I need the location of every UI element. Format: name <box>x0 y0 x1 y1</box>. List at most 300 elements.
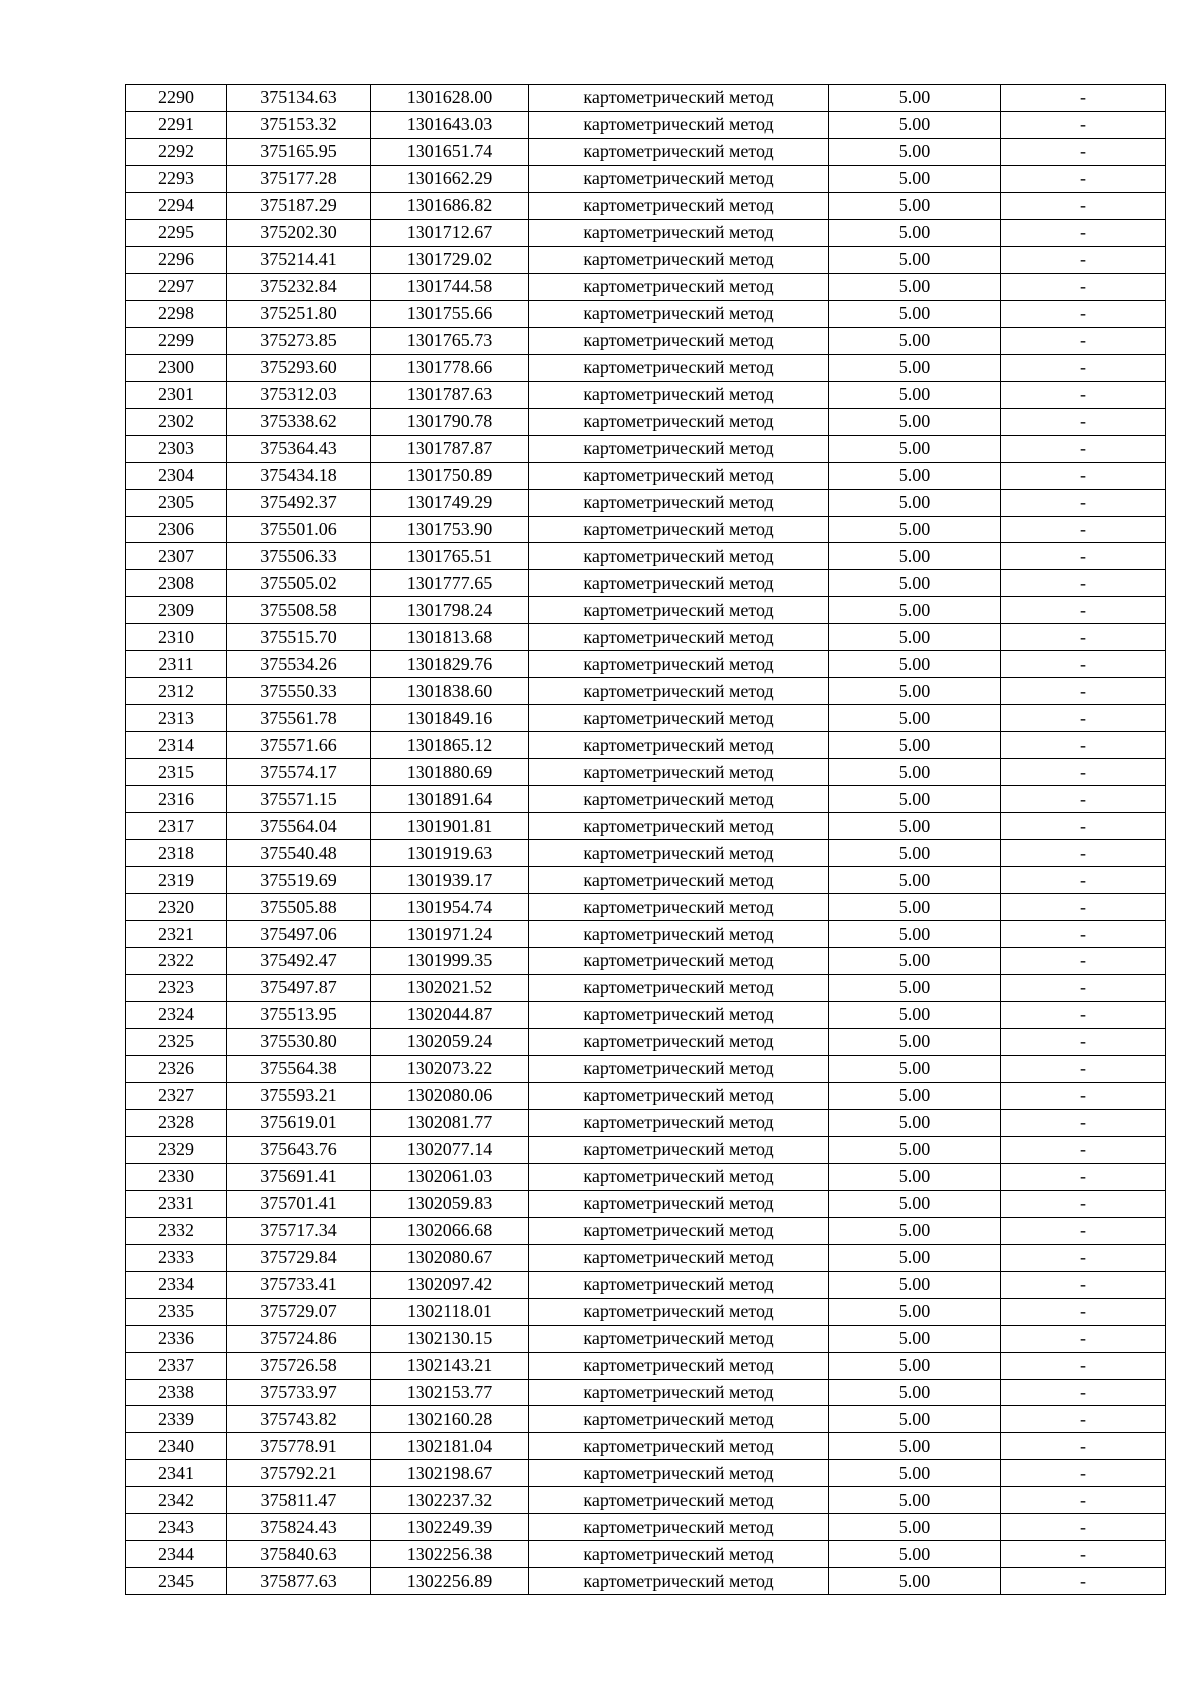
point-number-cell: 2311 <box>126 651 227 678</box>
x-coordinate-cell: 375513.95 <box>227 1001 371 1028</box>
method-cell: картометрический метод <box>529 300 829 327</box>
point-number-cell: 2339 <box>126 1406 227 1433</box>
table-row <box>126 1244 1166 1271</box>
y-coordinate-cell: 1301891.64 <box>371 786 529 813</box>
y-coordinate-cell: 1301813.68 <box>371 624 529 651</box>
note-cell: - <box>1001 786 1166 813</box>
table-row <box>126 1217 1166 1244</box>
y-coordinate-cell: 1301971.24 <box>371 921 529 948</box>
x-coordinate-cell: 375519.69 <box>227 867 371 894</box>
table-row <box>126 1541 1166 1568</box>
note-cell: - <box>1001 1460 1166 1487</box>
table-row <box>126 273 1166 300</box>
x-coordinate-cell: 375564.04 <box>227 813 371 840</box>
table-row <box>126 435 1166 462</box>
note-cell: - <box>1001 651 1166 678</box>
table-row <box>126 1433 1166 1460</box>
x-coordinate-cell: 375619.01 <box>227 1109 371 1136</box>
point-number-cell: 2299 <box>126 327 227 354</box>
point-number-cell: 2342 <box>126 1487 227 1514</box>
note-cell: - <box>1001 1514 1166 1541</box>
accuracy-cell: 5.00 <box>829 462 1001 489</box>
accuracy-cell: 5.00 <box>829 813 1001 840</box>
note-cell: - <box>1001 974 1166 1001</box>
accuracy-cell: 5.00 <box>829 516 1001 543</box>
accuracy-cell: 5.00 <box>829 1028 1001 1055</box>
method-cell: картометрический метод <box>529 85 829 112</box>
note-cell: - <box>1001 543 1166 570</box>
note-cell: - <box>1001 678 1166 705</box>
point-number-cell: 2337 <box>126 1352 227 1379</box>
x-coordinate-cell: 375729.07 <box>227 1298 371 1325</box>
y-coordinate-cell: 1301919.63 <box>371 840 529 867</box>
y-coordinate-cell: 1301849.16 <box>371 705 529 732</box>
table-row <box>126 85 1166 112</box>
point-number-cell: 2314 <box>126 732 227 759</box>
y-coordinate-cell: 1301954.74 <box>371 894 529 921</box>
y-coordinate-cell: 1301712.67 <box>371 219 529 246</box>
method-cell: картометрический метод <box>529 1109 829 1136</box>
table-row <box>126 974 1166 1001</box>
method-cell: картометрический метод <box>529 219 829 246</box>
note-cell: - <box>1001 570 1166 597</box>
y-coordinate-cell: 1301749.29 <box>371 489 529 516</box>
accuracy-cell: 5.00 <box>829 1487 1001 1514</box>
method-cell: картометрический метод <box>529 1460 829 1487</box>
table-row <box>126 624 1166 651</box>
table-row <box>126 462 1166 489</box>
table-row <box>126 1271 1166 1298</box>
table-row <box>126 894 1166 921</box>
accuracy-cell: 5.00 <box>829 1244 1001 1271</box>
method-cell: картометрический метод <box>529 1271 829 1298</box>
y-coordinate-cell: 1301765.51 <box>371 543 529 570</box>
method-cell: картометрический метод <box>529 597 829 624</box>
y-coordinate-cell: 1302237.32 <box>371 1487 529 1514</box>
method-cell: картометрический метод <box>529 1514 829 1541</box>
y-coordinate-cell: 1302153.77 <box>371 1379 529 1406</box>
point-number-cell: 2329 <box>126 1136 227 1163</box>
x-coordinate-cell: 375643.76 <box>227 1136 371 1163</box>
method-cell: картометрический метод <box>529 1541 829 1568</box>
y-coordinate-cell: 1301744.58 <box>371 273 529 300</box>
point-number-cell: 2323 <box>126 974 227 1001</box>
table-row <box>126 651 1166 678</box>
y-coordinate-cell: 1301787.87 <box>371 435 529 462</box>
accuracy-cell: 5.00 <box>829 894 1001 921</box>
point-number-cell: 2338 <box>126 1379 227 1406</box>
accuracy-cell: 5.00 <box>829 1325 1001 1352</box>
y-coordinate-cell: 1302080.67 <box>371 1244 529 1271</box>
method-cell: картометрический метод <box>529 894 829 921</box>
note-cell: - <box>1001 921 1166 948</box>
point-number-cell: 2307 <box>126 543 227 570</box>
x-coordinate-cell: 375877.63 <box>227 1568 371 1595</box>
y-coordinate-cell: 1301999.35 <box>371 948 529 975</box>
table-row <box>126 678 1166 705</box>
method-cell: картометрический метод <box>529 813 829 840</box>
x-coordinate-cell: 375540.48 <box>227 840 371 867</box>
accuracy-cell: 5.00 <box>829 651 1001 678</box>
point-number-cell: 2293 <box>126 165 227 192</box>
point-number-cell: 2327 <box>126 1082 227 1109</box>
method-cell: картометрический метод <box>529 462 829 489</box>
y-coordinate-cell: 1302021.52 <box>371 974 529 1001</box>
x-coordinate-cell: 375701.41 <box>227 1190 371 1217</box>
x-coordinate-cell: 375312.03 <box>227 381 371 408</box>
x-coordinate-cell: 375561.78 <box>227 705 371 732</box>
table-row <box>126 165 1166 192</box>
y-coordinate-cell: 1302066.68 <box>371 1217 529 1244</box>
method-cell: картометрический метод <box>529 408 829 435</box>
x-coordinate-cell: 375840.63 <box>227 1541 371 1568</box>
method-cell: картометрический метод <box>529 381 829 408</box>
note-cell: - <box>1001 1541 1166 1568</box>
accuracy-cell: 5.00 <box>829 1217 1001 1244</box>
method-cell: картометрический метод <box>529 111 829 138</box>
method-cell: картометрический метод <box>529 1487 829 1514</box>
accuracy-cell: 5.00 <box>829 1514 1001 1541</box>
accuracy-cell: 5.00 <box>829 1109 1001 1136</box>
note-cell: - <box>1001 840 1166 867</box>
method-cell: картометрический метод <box>529 651 829 678</box>
note-cell: - <box>1001 1055 1166 1082</box>
x-coordinate-cell: 375724.86 <box>227 1325 371 1352</box>
accuracy-cell: 5.00 <box>829 1298 1001 1325</box>
table-row <box>126 1136 1166 1163</box>
y-coordinate-cell: 1301787.63 <box>371 381 529 408</box>
point-number-cell: 2325 <box>126 1028 227 1055</box>
y-coordinate-cell: 1302160.28 <box>371 1406 529 1433</box>
accuracy-cell: 5.00 <box>829 408 1001 435</box>
y-coordinate-cell: 1302059.83 <box>371 1190 529 1217</box>
table-row <box>126 246 1166 273</box>
x-coordinate-cell: 375574.17 <box>227 759 371 786</box>
note-cell: - <box>1001 1190 1166 1217</box>
y-coordinate-cell: 1301939.17 <box>371 867 529 894</box>
accuracy-cell: 5.00 <box>829 1460 1001 1487</box>
method-cell: картометрический метод <box>529 1028 829 1055</box>
accuracy-cell: 5.00 <box>829 300 1001 327</box>
table-row <box>126 948 1166 975</box>
y-coordinate-cell: 1302061.03 <box>371 1163 529 1190</box>
note-cell: - <box>1001 435 1166 462</box>
method-cell: картометрический метод <box>529 1163 829 1190</box>
note-cell: - <box>1001 894 1166 921</box>
note-cell: - <box>1001 1136 1166 1163</box>
x-coordinate-cell: 375492.37 <box>227 489 371 516</box>
method-cell: картометрический метод <box>529 1001 829 1028</box>
x-coordinate-cell: 375593.21 <box>227 1082 371 1109</box>
accuracy-cell: 5.00 <box>829 1541 1001 1568</box>
accuracy-cell: 5.00 <box>829 192 1001 219</box>
table-row <box>126 1109 1166 1136</box>
x-coordinate-cell: 375497.87 <box>227 974 371 1001</box>
accuracy-cell: 5.00 <box>829 489 1001 516</box>
note-cell: - <box>1001 597 1166 624</box>
x-coordinate-cell: 375530.80 <box>227 1028 371 1055</box>
method-cell: картометрический метод <box>529 1298 829 1325</box>
x-coordinate-cell: 375338.62 <box>227 408 371 435</box>
y-coordinate-cell: 1301753.90 <box>371 516 529 543</box>
note-cell: - <box>1001 138 1166 165</box>
note-cell: - <box>1001 219 1166 246</box>
note-cell: - <box>1001 1568 1166 1595</box>
y-coordinate-cell: 1302077.14 <box>371 1136 529 1163</box>
accuracy-cell: 5.00 <box>829 974 1001 1001</box>
method-cell: картометрический метод <box>529 1082 829 1109</box>
x-coordinate-cell: 375177.28 <box>227 165 371 192</box>
note-cell: - <box>1001 1244 1166 1271</box>
table-row <box>126 1190 1166 1217</box>
y-coordinate-cell: 1301829.76 <box>371 651 529 678</box>
method-cell: картометрический метод <box>529 840 829 867</box>
y-coordinate-cell: 1302044.87 <box>371 1001 529 1028</box>
point-number-cell: 2318 <box>126 840 227 867</box>
y-coordinate-cell: 1301651.74 <box>371 138 529 165</box>
y-coordinate-cell: 1302081.77 <box>371 1109 529 1136</box>
x-coordinate-cell: 375571.66 <box>227 732 371 759</box>
note-cell: - <box>1001 408 1166 435</box>
note-cell: - <box>1001 489 1166 516</box>
point-number-cell: 2319 <box>126 867 227 894</box>
x-coordinate-cell: 375726.58 <box>227 1352 371 1379</box>
note-cell: - <box>1001 85 1166 112</box>
x-coordinate-cell: 375364.43 <box>227 435 371 462</box>
accuracy-cell: 5.00 <box>829 85 1001 112</box>
y-coordinate-cell: 1301865.12 <box>371 732 529 759</box>
method-cell: картометрический метод <box>529 1406 829 1433</box>
note-cell: - <box>1001 1298 1166 1325</box>
y-coordinate-cell: 1302249.39 <box>371 1514 529 1541</box>
x-coordinate-cell: 375743.82 <box>227 1406 371 1433</box>
x-coordinate-cell: 375165.95 <box>227 138 371 165</box>
x-coordinate-cell: 375515.70 <box>227 624 371 651</box>
accuracy-cell: 5.00 <box>829 1433 1001 1460</box>
note-cell: - <box>1001 1028 1166 1055</box>
y-coordinate-cell: 1301686.82 <box>371 192 529 219</box>
table-row <box>126 1298 1166 1325</box>
table-row <box>126 732 1166 759</box>
method-cell: картометрический метод <box>529 948 829 975</box>
accuracy-cell: 5.00 <box>829 1352 1001 1379</box>
x-coordinate-cell: 375293.60 <box>227 354 371 381</box>
point-number-cell: 2292 <box>126 138 227 165</box>
method-cell: картометрический метод <box>529 435 829 462</box>
accuracy-cell: 5.00 <box>829 570 1001 597</box>
method-cell: картометрический метод <box>529 974 829 1001</box>
y-coordinate-cell: 1301790.78 <box>371 408 529 435</box>
point-number-cell: 2309 <box>126 597 227 624</box>
y-coordinate-cell: 1301777.65 <box>371 570 529 597</box>
accuracy-cell: 5.00 <box>829 435 1001 462</box>
table-row <box>126 1514 1166 1541</box>
y-coordinate-cell: 1302256.38 <box>371 1541 529 1568</box>
accuracy-cell: 5.00 <box>829 732 1001 759</box>
y-coordinate-cell: 1301880.69 <box>371 759 529 786</box>
method-cell: картометрический метод <box>529 354 829 381</box>
x-coordinate-cell: 375506.33 <box>227 543 371 570</box>
note-cell: - <box>1001 111 1166 138</box>
table-row <box>126 597 1166 624</box>
method-cell: картометрический метод <box>529 1136 829 1163</box>
accuracy-cell: 5.00 <box>829 921 1001 948</box>
table-row <box>126 111 1166 138</box>
x-coordinate-cell: 375273.85 <box>227 327 371 354</box>
accuracy-cell: 5.00 <box>829 138 1001 165</box>
y-coordinate-cell: 1302256.89 <box>371 1568 529 1595</box>
x-coordinate-cell: 375214.41 <box>227 246 371 273</box>
point-number-cell: 2334 <box>126 1271 227 1298</box>
x-coordinate-cell: 375571.15 <box>227 786 371 813</box>
x-coordinate-cell: 375691.41 <box>227 1163 371 1190</box>
point-number-cell: 2308 <box>126 570 227 597</box>
table-row <box>126 1406 1166 1433</box>
x-coordinate-cell: 375434.18 <box>227 462 371 489</box>
method-cell: картометрический метод <box>529 678 829 705</box>
accuracy-cell: 5.00 <box>829 543 1001 570</box>
y-coordinate-cell: 1302097.42 <box>371 1271 529 1298</box>
y-coordinate-cell: 1301729.02 <box>371 246 529 273</box>
note-cell: - <box>1001 624 1166 651</box>
table-row <box>126 1460 1166 1487</box>
point-number-cell: 2295 <box>126 219 227 246</box>
point-number-cell: 2324 <box>126 1001 227 1028</box>
point-number-cell: 2335 <box>126 1298 227 1325</box>
note-cell: - <box>1001 354 1166 381</box>
accuracy-cell: 5.00 <box>829 273 1001 300</box>
table-row <box>126 1055 1166 1082</box>
method-cell: картометрический метод <box>529 1055 829 1082</box>
x-coordinate-cell: 375153.32 <box>227 111 371 138</box>
y-coordinate-cell: 1302059.24 <box>371 1028 529 1055</box>
accuracy-cell: 5.00 <box>829 948 1001 975</box>
accuracy-cell: 5.00 <box>829 1082 1001 1109</box>
note-cell: - <box>1001 300 1166 327</box>
table-row <box>126 759 1166 786</box>
y-coordinate-cell: 1301798.24 <box>371 597 529 624</box>
note-cell: - <box>1001 867 1166 894</box>
accuracy-cell: 5.00 <box>829 786 1001 813</box>
point-number-cell: 2322 <box>126 948 227 975</box>
note-cell: - <box>1001 1217 1166 1244</box>
method-cell: картометрический метод <box>529 192 829 219</box>
method-cell: картометрический метод <box>529 1244 829 1271</box>
table-row <box>126 1379 1166 1406</box>
table-row <box>126 570 1166 597</box>
method-cell: картометрический метод <box>529 1379 829 1406</box>
y-coordinate-cell: 1301643.03 <box>371 111 529 138</box>
method-cell: картометрический метод <box>529 543 829 570</box>
point-number-cell: 2331 <box>126 1190 227 1217</box>
point-number-cell: 2302 <box>126 408 227 435</box>
table-row <box>126 138 1166 165</box>
accuracy-cell: 5.00 <box>829 1406 1001 1433</box>
table-body <box>126 85 1166 1595</box>
note-cell: - <box>1001 1001 1166 1028</box>
accuracy-cell: 5.00 <box>829 1271 1001 1298</box>
note-cell: - <box>1001 1325 1166 1352</box>
point-number-cell: 2290 <box>126 85 227 112</box>
method-cell: картометрический метод <box>529 624 829 651</box>
note-cell: - <box>1001 192 1166 219</box>
method-cell: картометрический метод <box>529 246 829 273</box>
point-number-cell: 2305 <box>126 489 227 516</box>
note-cell: - <box>1001 1379 1166 1406</box>
accuracy-cell: 5.00 <box>829 1568 1001 1595</box>
point-number-cell: 2341 <box>126 1460 227 1487</box>
accuracy-cell: 5.00 <box>829 840 1001 867</box>
x-coordinate-cell: 375733.41 <box>227 1271 371 1298</box>
method-cell: картометрический метод <box>529 138 829 165</box>
point-number-cell: 2315 <box>126 759 227 786</box>
point-number-cell: 2321 <box>126 921 227 948</box>
point-number-cell: 2317 <box>126 813 227 840</box>
method-cell: картометрический метод <box>529 759 829 786</box>
table-row <box>126 867 1166 894</box>
accuracy-cell: 5.00 <box>829 246 1001 273</box>
x-coordinate-cell: 375251.80 <box>227 300 371 327</box>
accuracy-cell: 5.00 <box>829 111 1001 138</box>
point-number-cell: 2328 <box>126 1109 227 1136</box>
y-coordinate-cell: 1301901.81 <box>371 813 529 840</box>
x-coordinate-cell: 375505.88 <box>227 894 371 921</box>
x-coordinate-cell: 375778.91 <box>227 1433 371 1460</box>
method-cell: картометрический метод <box>529 165 829 192</box>
table-row <box>126 1001 1166 1028</box>
y-coordinate-cell: 1301778.66 <box>371 354 529 381</box>
point-number-cell: 2300 <box>126 354 227 381</box>
point-number-cell: 2345 <box>126 1568 227 1595</box>
point-number-cell: 2303 <box>126 435 227 462</box>
method-cell: картометрический метод <box>529 786 829 813</box>
table-row <box>126 543 1166 570</box>
method-cell: картометрический метод <box>529 1325 829 1352</box>
point-number-cell: 2294 <box>126 192 227 219</box>
accuracy-cell: 5.00 <box>829 1001 1001 1028</box>
coordinates-table <box>125 84 1166 1595</box>
table-row <box>126 1487 1166 1514</box>
note-cell: - <box>1001 759 1166 786</box>
note-cell: - <box>1001 1109 1166 1136</box>
x-coordinate-cell: 375134.63 <box>227 85 371 112</box>
note-cell: - <box>1001 732 1166 759</box>
table-row <box>126 381 1166 408</box>
method-cell: картометрический метод <box>529 1217 829 1244</box>
y-coordinate-cell: 1301838.60 <box>371 678 529 705</box>
accuracy-cell: 5.00 <box>829 1136 1001 1163</box>
y-coordinate-cell: 1302143.21 <box>371 1352 529 1379</box>
x-coordinate-cell: 375550.33 <box>227 678 371 705</box>
point-number-cell: 2330 <box>126 1163 227 1190</box>
note-cell: - <box>1001 381 1166 408</box>
note-cell: - <box>1001 1352 1166 1379</box>
y-coordinate-cell: 1301755.66 <box>371 300 529 327</box>
note-cell: - <box>1001 273 1166 300</box>
y-coordinate-cell: 1301628.00 <box>371 85 529 112</box>
accuracy-cell: 5.00 <box>829 1163 1001 1190</box>
note-cell: - <box>1001 327 1166 354</box>
note-cell: - <box>1001 1163 1166 1190</box>
accuracy-cell: 5.00 <box>829 219 1001 246</box>
note-cell: - <box>1001 462 1166 489</box>
table-row <box>126 840 1166 867</box>
note-cell: - <box>1001 516 1166 543</box>
point-number-cell: 2306 <box>126 516 227 543</box>
point-number-cell: 2312 <box>126 678 227 705</box>
x-coordinate-cell: 375733.97 <box>227 1379 371 1406</box>
accuracy-cell: 5.00 <box>829 354 1001 381</box>
